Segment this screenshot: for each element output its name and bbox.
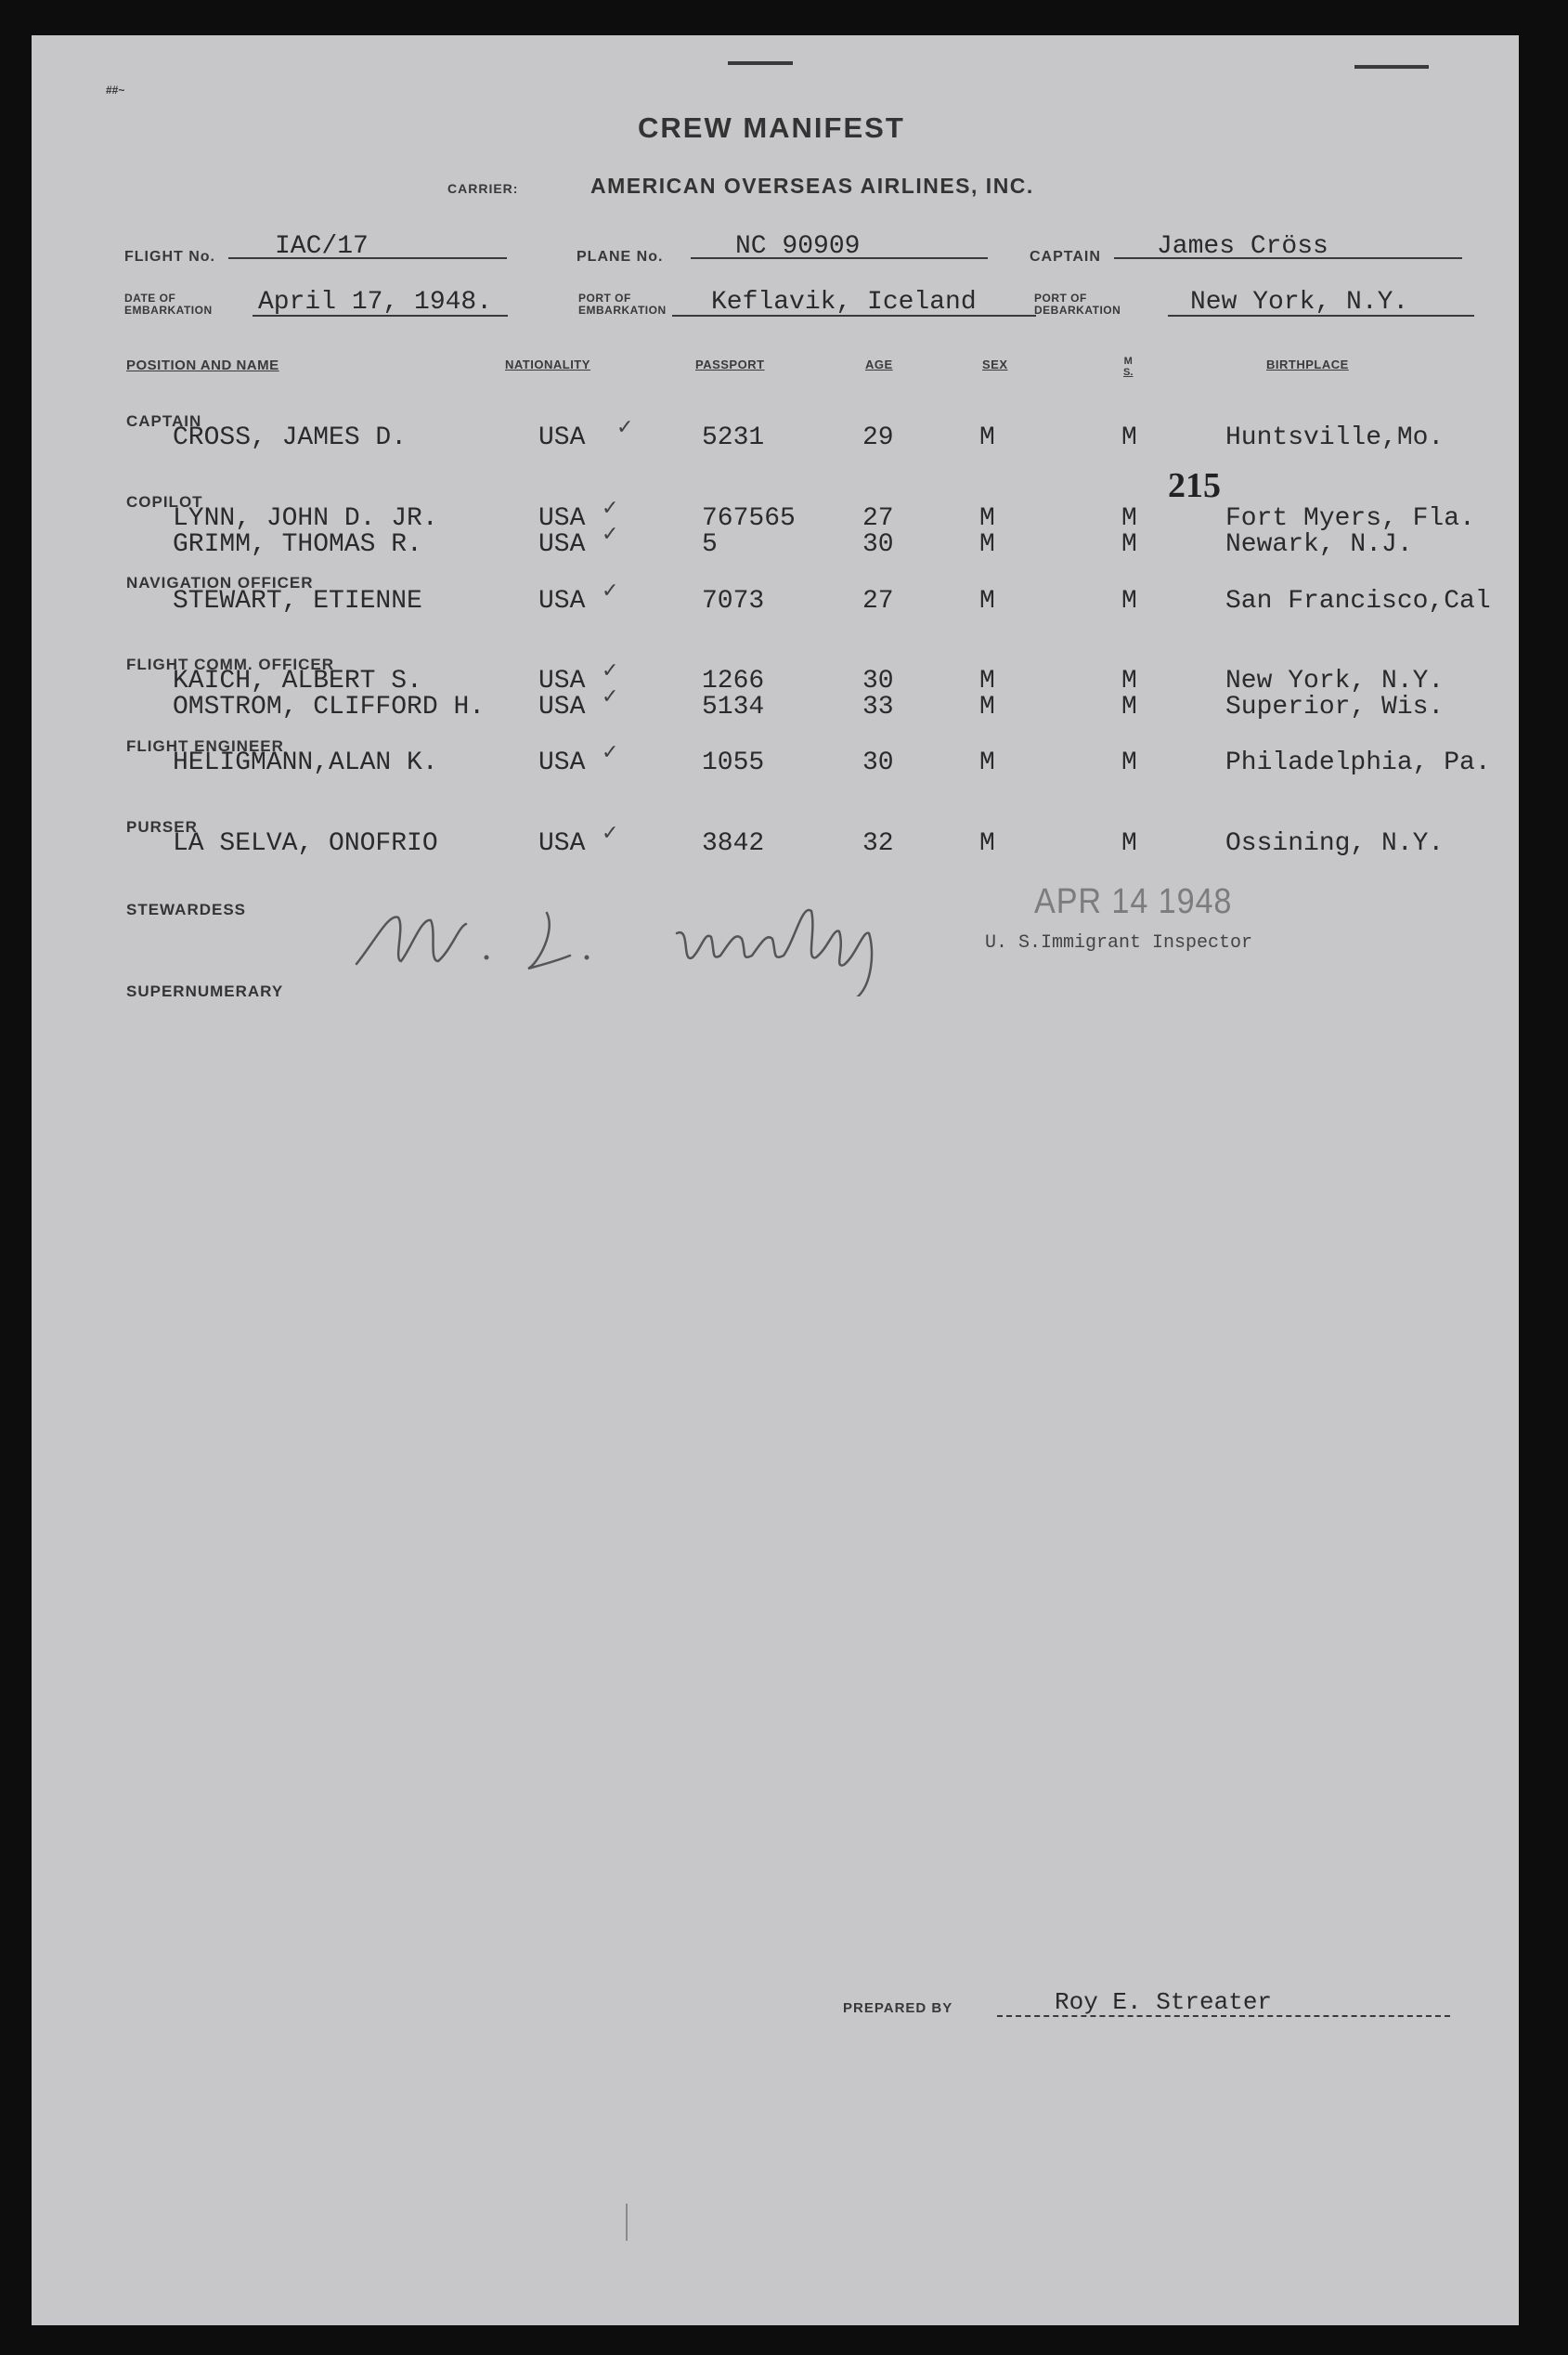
crew-nationality: USA (538, 693, 586, 722)
crew-sex: M (979, 587, 995, 616)
crew-marital-status: M (1121, 829, 1137, 858)
page-title: CREW MANIFEST (638, 111, 905, 144)
crew-nationality: USA (538, 530, 586, 559)
crew-name: STEWART, ETIENNE (173, 587, 422, 616)
crew-marital-status: M (1121, 693, 1137, 722)
carrier-name: AMERICAN OVERSEAS AIRLINES, INC. (590, 174, 1034, 198)
crew-marital-status: M (1121, 587, 1137, 616)
section-flight-comm-officer: FLIGHT COMM. OFFICER (126, 656, 334, 673)
top-scratch-mark (1354, 65, 1429, 69)
crew-name: CROSS, JAMES D. (173, 423, 408, 452)
crew-name: HELIGMANN,ALAN K. (173, 748, 438, 777)
crew-passport: 5 (702, 530, 718, 559)
col-passport: PASSPORT (695, 358, 765, 371)
crew-name: GRIMM, THOMAS R. (173, 530, 422, 559)
section-captain: CAPTAIN (126, 412, 202, 430)
crew-age: 33 (862, 693, 894, 722)
crew-sex: M (979, 748, 995, 777)
check-mark-icon: ✓ (616, 416, 634, 439)
crew-name: LA SELVA, ONOFRIO (173, 829, 438, 858)
check-mark-icon: ✓ (602, 523, 619, 546)
crew-marital-status: M (1121, 748, 1137, 777)
col-nationality: NATIONALITY (505, 358, 590, 371)
crew-nationality: USA (538, 748, 586, 777)
stamp-title: U. S.Immigrant Inspector (985, 932, 1253, 954)
flight-no-value: IAC/17 (275, 232, 369, 261)
date-label-line-2: EMBARKATION (124, 304, 213, 317)
captain-label: CAPTAIN (1030, 249, 1101, 265)
crew-age: 30 (862, 748, 894, 777)
carrier-label: CARRIER: (447, 181, 519, 196)
debark-port-value: New York, N.Y. (1190, 288, 1409, 317)
corner-mark: ##~ (106, 84, 125, 97)
crew-sex: M (979, 530, 995, 559)
crew-birthplace: Huntsville,Mo. (1225, 423, 1445, 452)
crew-marital-status: M (1121, 504, 1137, 533)
crew-nationality: USA (538, 667, 586, 696)
crew-age: 30 (862, 667, 894, 696)
debark-label (1034, 293, 1121, 317)
crew-name: LYNN, JOHN D. JR. (173, 504, 438, 533)
crew-birthplace: New York, N.Y. (1225, 667, 1445, 696)
manifest-sheet (32, 35, 1519, 2325)
date-label (124, 293, 213, 317)
crew-marital-status: M (1121, 667, 1137, 696)
crew-passport: 1055 (702, 748, 765, 777)
crew-nationality: USA (538, 587, 586, 616)
plane-no-label: PLANE No. (577, 249, 664, 265)
crew-passport: 767565 (702, 504, 796, 533)
crew-birthplace: Ossining, N.Y. (1225, 829, 1445, 858)
flight-no-label: FLIGHT No. (124, 249, 215, 265)
date-label-line-1: DATE OF (124, 292, 176, 305)
check-mark-icon: ✓ (602, 741, 619, 764)
crew-passport: 7073 (702, 587, 765, 616)
crew-sex: M (979, 504, 995, 533)
check-mark-icon: ✓ (602, 579, 619, 603)
col-marital-status (1123, 356, 1133, 378)
crew-birthplace: Superior, Wis. (1225, 693, 1445, 722)
crew-sex: M (979, 423, 995, 452)
crew-age: 32 (862, 829, 894, 858)
embark-label-line-1: PORT OF (578, 292, 631, 305)
crew-name: OMSTROM, CLIFFORD H. (173, 693, 486, 722)
crew-passport: 5231 (702, 423, 765, 452)
prepared-by-label: PREPARED BY (843, 2000, 953, 2016)
col-position-name: POSITION AND NAME (126, 358, 279, 373)
col-sex: SEX (982, 358, 1008, 371)
inspector-signature (347, 876, 1016, 996)
embark-port-value: Keflavik, Iceland (711, 288, 977, 317)
section-supernumerary: SUPERNUMERARY (126, 982, 284, 1000)
date-value: April 17, 1948. (258, 288, 493, 317)
section-navigation-officer: NAVIGATION OFFICER (126, 574, 314, 592)
page-number: 215 (1168, 466, 1221, 505)
captain-value: James Cröss (1157, 232, 1328, 261)
check-mark-icon: ✓ (602, 822, 619, 845)
crew-birthplace: San Francisco,Cal (1225, 587, 1491, 616)
crew-sex: M (979, 667, 995, 696)
check-mark-icon: ✓ (602, 497, 619, 520)
section-flight-engineer: FLIGHT ENGINEER (126, 737, 284, 755)
crew-passport: 5134 (702, 693, 765, 722)
embark-label (578, 293, 667, 317)
prepared-by-value: Roy E. Streater (1055, 1988, 1273, 2016)
crew-nationality: USA (538, 829, 586, 858)
crew-passport: 3842 (702, 829, 765, 858)
embark-label-line-2: EMBARKATION (578, 304, 667, 317)
section-stewardess: STEWARDESS (126, 901, 247, 918)
debark-label-line-1: PORT OF (1034, 292, 1087, 305)
top-scratch-mark (728, 61, 793, 65)
crew-marital-status: M (1121, 423, 1137, 452)
crew-sex: M (979, 693, 995, 722)
debark-label-line-2: DEBARKATION (1034, 304, 1121, 317)
crew-name: KAICH, ALBERT S. (173, 667, 422, 696)
col-age: AGE (865, 358, 893, 371)
stamp-date: APR 14 1948 (1034, 882, 1233, 921)
crew-sex: M (979, 829, 995, 858)
crew-marital-status: M (1121, 530, 1137, 559)
section-copilot: COPILOT (126, 493, 203, 511)
crew-birthplace: Philadelphia, Pa. (1225, 748, 1491, 777)
crew-nationality: USA (538, 504, 586, 533)
crew-age: 27 (862, 587, 894, 616)
crew-birthplace: Newark, N.J. (1225, 530, 1413, 559)
bottom-scratch-mark (626, 2204, 628, 2241)
check-mark-icon: ✓ (602, 685, 619, 709)
crew-age: 29 (862, 423, 894, 452)
plane-no-value: NC 90909 (735, 232, 861, 261)
crew-age: 30 (862, 530, 894, 559)
crew-birthplace: Fort Myers, Fla. (1225, 504, 1475, 533)
col-ms-line-2: S. (1123, 367, 1134, 378)
crew-passport: 1266 (702, 667, 765, 696)
col-ms-line-1: M (1123, 356, 1133, 367)
crew-nationality: USA (538, 423, 586, 452)
col-birthplace: BIRTHPLACE (1266, 358, 1349, 371)
check-mark-icon: ✓ (602, 659, 619, 683)
crew-age: 27 (862, 504, 894, 533)
section-purser: PURSER (126, 818, 198, 836)
